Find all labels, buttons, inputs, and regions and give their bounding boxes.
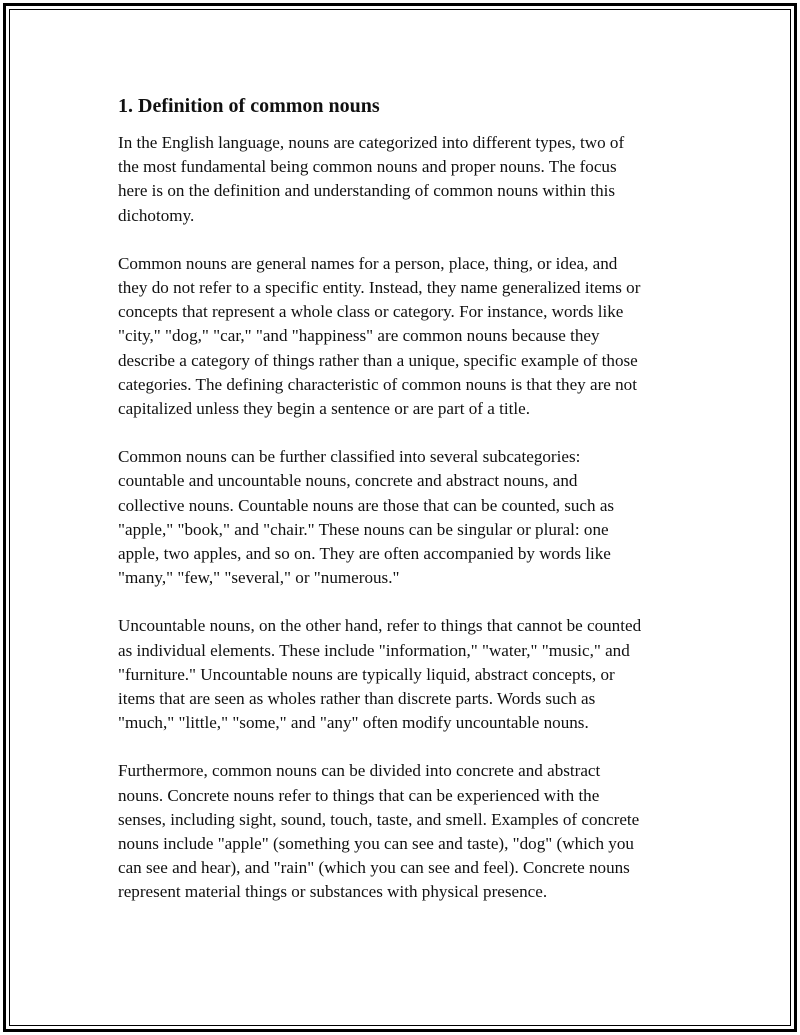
- paragraph-concrete-abstract: Furthermore, common nouns can be divided into concrete and abstract nouns. Concrete nouns refer to things that can be experienced with the senses, including sight, sound, touch, taste, and smell. Examples of concrete nouns include "apple" (something you can see and taste), "dog" (which you can see and hear), and "rain" (which you can see and feel). Concrete nouns represent material things or substances with physical presence.: [118, 761, 640, 902]
- paragraph-intro: In the English language, nouns are categorized into different types, two of the most fundamental being common nouns and proper nouns. The focus here is on the definition and understanding of common nouns within this dichotomy.: [118, 133, 625, 225]
- paragraph-definition: Common nouns are general names for a person, place, thing, or idea, and they do not refer to a specific entity. Instead, they name generalized items or concepts that represent a whole class or category. For instance, words like "city," "dog," "car," "and "happiness" are common nouns because they describe a category of things rather than a unique, specific example of those categories. The defining characteristic of common nouns is that they are not capitalized unless they begin a sentence or are part of a title.: [118, 253, 641, 419]
- section-heading: 1. Definition of common nouns: [118, 95, 380, 117]
- paragraph-subcategories: Common nouns can be further classified into several subcategories: countable and uncountable nouns, concrete and abstract nouns, and collective nouns. Countable nouns are those that can be counted, such as "apple," "book," and "chair." These nouns can be singular or plural: one apple, two apples, and so on. They are often accompanied by words like "many," "few," "several," or "numerous.": [118, 447, 615, 588]
- paragraph-uncountable: Uncountable nouns, on the other hand, refer to things that cannot be counted as individual elements. These include "information," "water," "music," and "furniture." Uncountable nouns are typically liquid, abstract concepts, or items that are seen as wholes rather than discrete parts. Words such as "much," "little," "some," and "any" often modify uncountable nouns.: [118, 616, 642, 733]
- document-body: [118, 92, 693, 929]
